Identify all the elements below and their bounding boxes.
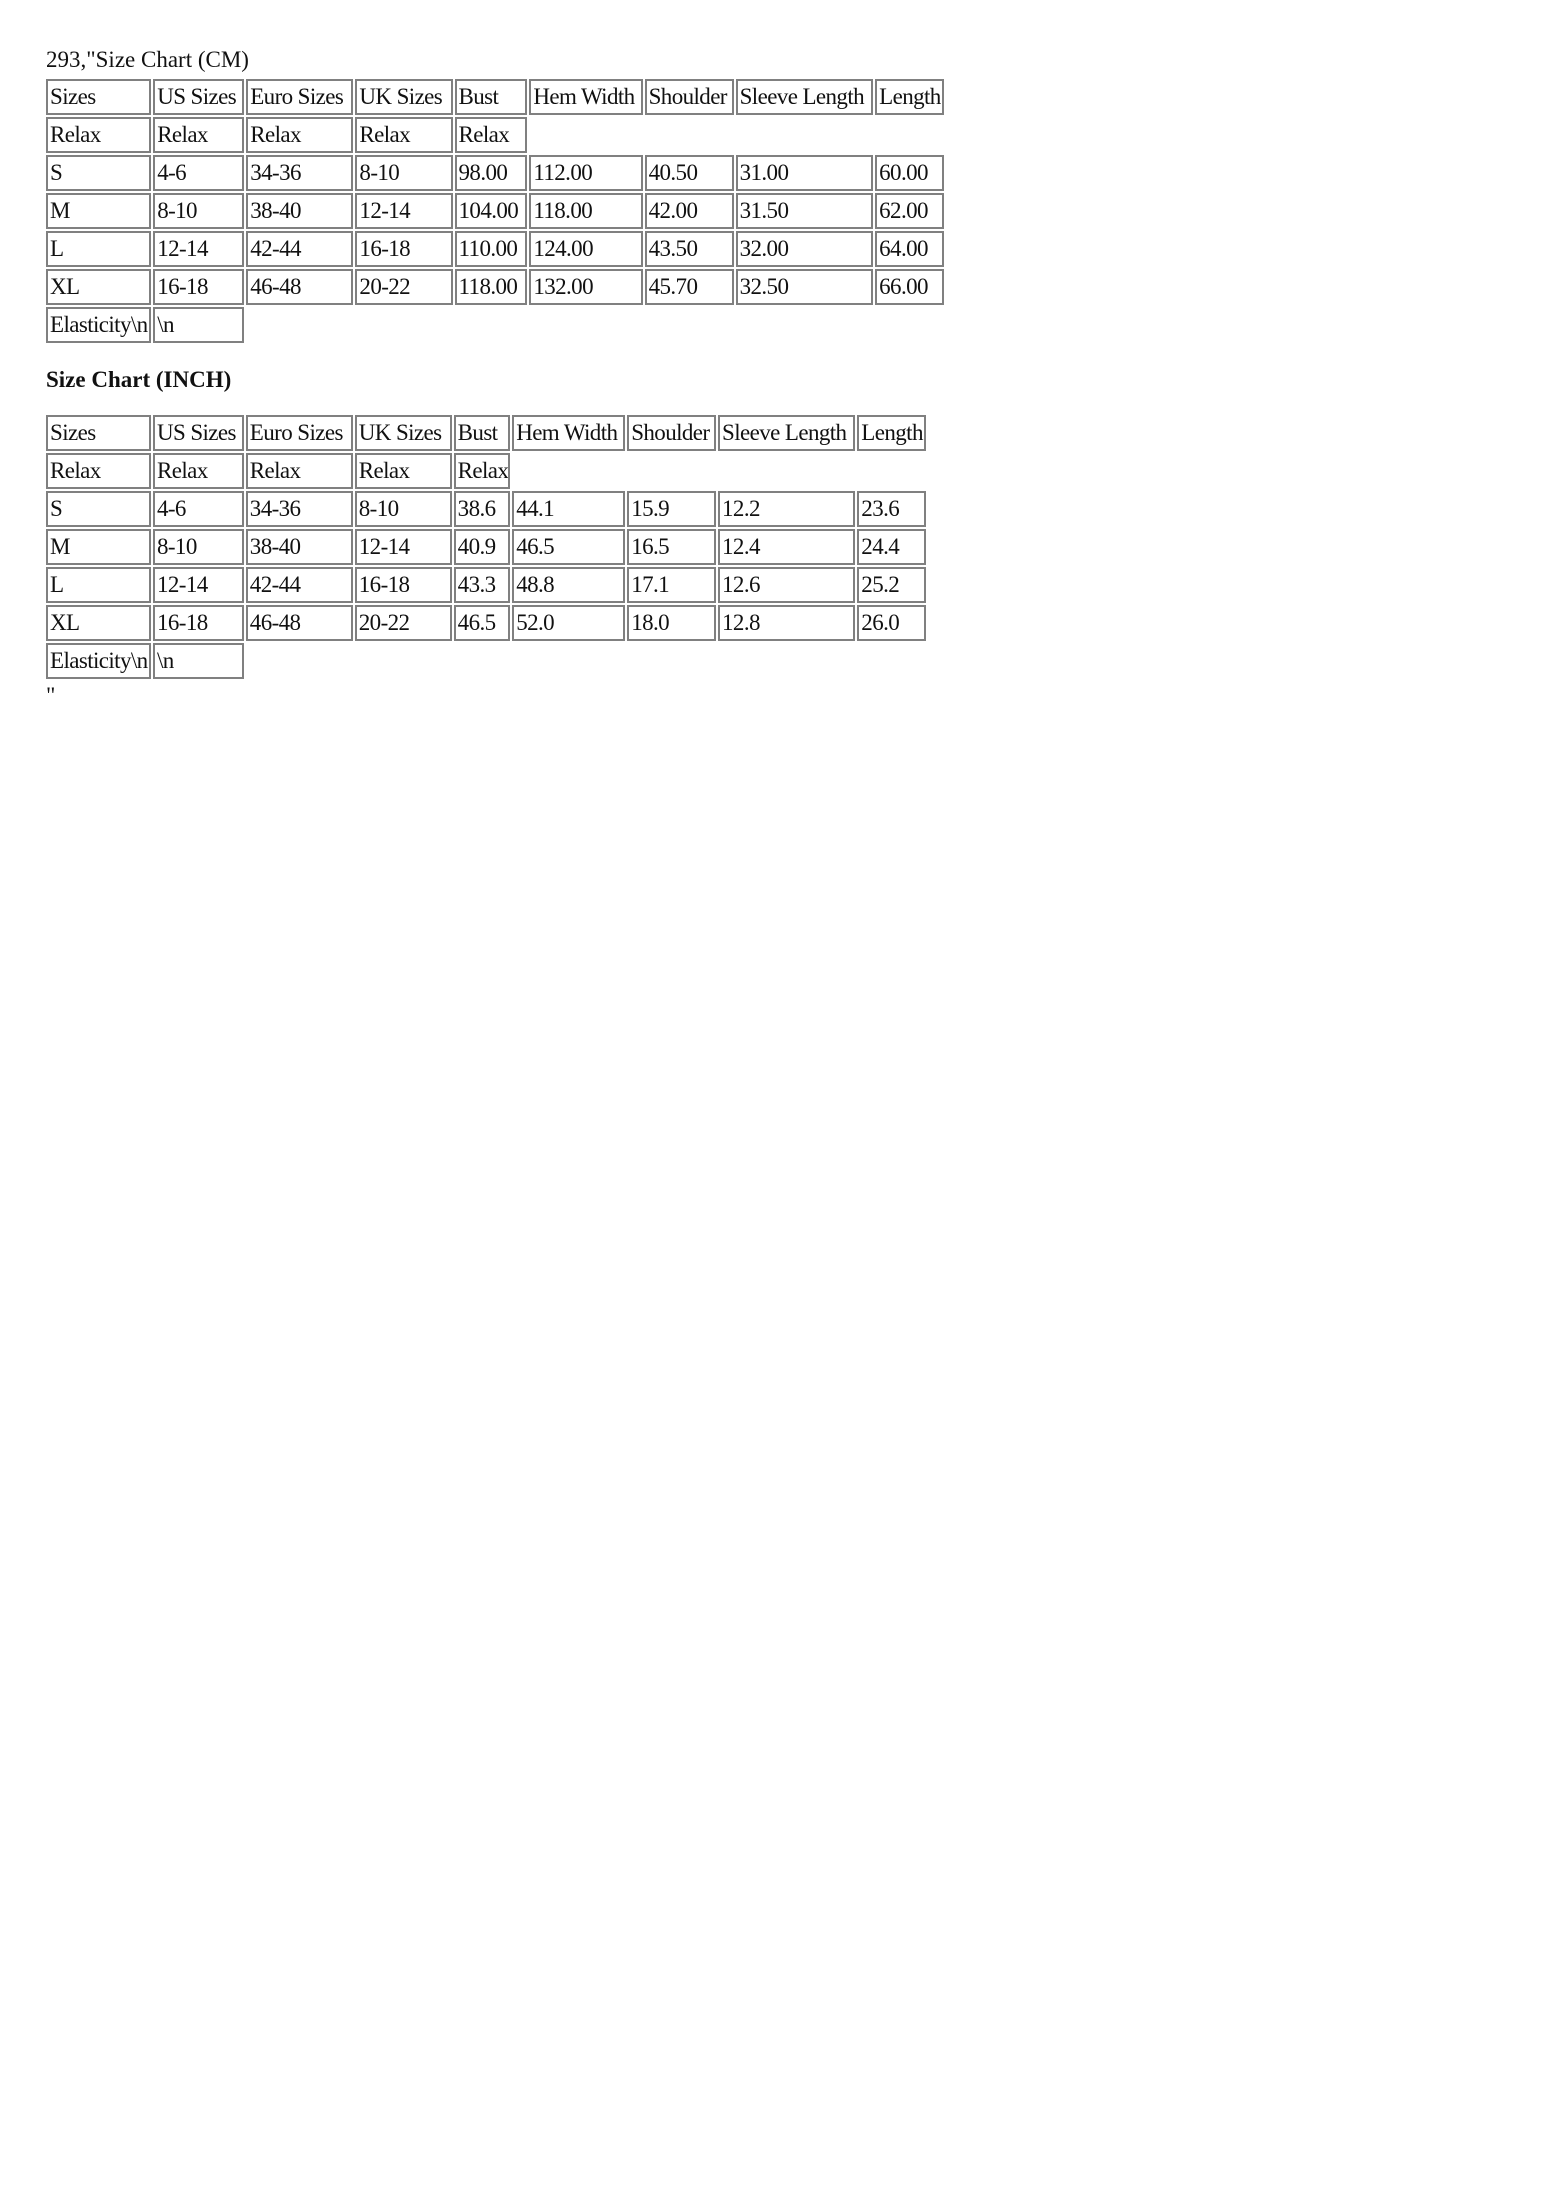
table-cell: 112.00 [529,155,642,191]
table-cell: 42.00 [645,193,734,229]
header-cell: US Sizes [153,79,244,115]
header-cell: Length [875,79,944,115]
size-chart-cm-table [44,77,946,345]
table-cell: S [46,155,151,191]
table-cell: 16-18 [153,605,244,641]
table-cell: 124.00 [529,231,642,267]
chart-title-cm: 293,"Size Chart (CM) [46,47,249,72]
table-cell: Relax [454,453,511,489]
document-page [46,45,946,711]
table-cell: 40.9 [454,529,511,565]
table-cell: 12.4 [718,529,855,565]
table-cell: 4-6 [153,155,244,191]
table-cell: 52.0 [512,605,625,641]
header-cell: Euro Sizes [246,415,353,451]
table-cell: 64.00 [875,231,944,267]
empty-cell [246,307,944,343]
table-cell: 38-40 [246,529,353,565]
table-row [46,269,944,305]
table-cell: 118.00 [529,193,642,229]
table-cell: 34-36 [246,155,353,191]
table-row [46,567,926,603]
table-cell: 46.5 [454,605,511,641]
table-cell: 98.00 [455,155,528,191]
table-cell: 110.00 [455,231,528,267]
table-cell: 32.00 [736,231,874,267]
table-cell: 24.4 [857,529,926,565]
table-cell: 12-14 [355,529,452,565]
table-cell: Relax [46,117,151,153]
elasticity-row [46,307,944,343]
table-cell: 18.0 [627,605,716,641]
table-cell: 17.1 [627,567,716,603]
table-cell: L [46,567,151,603]
table-cell: XL [46,605,151,641]
table-cell: 8-10 [355,491,452,527]
table-row [46,193,944,229]
table-cell: 66.00 [875,269,944,305]
header-cell: UK Sizes [355,415,452,451]
header-cell: Length [857,415,926,451]
table-cell: 44.1 [512,491,625,527]
table-cell: 16-18 [355,567,452,603]
table-cell: 46.5 [512,529,625,565]
table-cell: 104.00 [455,193,528,229]
table-cell: 12-14 [153,231,244,267]
header-cell: Shoulder [645,79,734,115]
table-row [46,605,926,641]
table-cell: 43.50 [645,231,734,267]
table-cell: 12-14 [355,193,452,229]
header-cell: Hem Width [529,79,642,115]
elasticity-row [46,643,926,679]
table-cell: 8-10 [153,529,244,565]
table-cell: 40.50 [645,155,734,191]
table-cell: 34-36 [246,491,353,527]
header-cell: Sizes [46,415,151,451]
relax-row [46,117,944,153]
table-cell: Relax [246,117,353,153]
header-cell: Shoulder [627,415,716,451]
header-cell: US Sizes [153,415,244,451]
table-cell: 16.5 [627,529,716,565]
closing-quote: " [46,683,56,708]
header-cell: Hem Width [512,415,625,451]
table-header-row [46,415,926,451]
table-cell: 8-10 [355,155,452,191]
table-cell: 38.6 [454,491,511,527]
size-chart-inch-table [44,413,928,681]
table-cell: 60.00 [875,155,944,191]
table-cell: 25.2 [857,567,926,603]
table-row [46,231,944,267]
table-cell: Relax [355,453,452,489]
table-cell: Relax [153,117,244,153]
table-cell: \n [153,307,244,343]
table-cell: Relax [246,453,353,489]
table-cell: 20-22 [355,269,452,305]
table-cell: Relax [153,453,244,489]
table-cell: Relax [455,117,528,153]
table-cell: 118.00 [455,269,528,305]
table-cell: 42-44 [246,567,353,603]
header-cell: UK Sizes [355,79,452,115]
table-cell: 8-10 [153,193,244,229]
table-cell: 46-48 [246,605,353,641]
table-cell: \n [153,643,244,679]
header-cell: Sleeve Length [718,415,855,451]
table-cell: L [46,231,151,267]
table-cell: 26.0 [857,605,926,641]
table-cell: 45.70 [645,269,734,305]
table-cell: 132.00 [529,269,642,305]
table-cell: 46-48 [246,269,353,305]
table-cell: S [46,491,151,527]
table-cell: 38-40 [246,193,353,229]
table-header-row [46,79,944,115]
empty-cell [246,643,926,679]
relax-row [46,453,926,489]
header-cell: Euro Sizes [246,79,353,115]
table-cell: XL [46,269,151,305]
table-cell: 20-22 [355,605,452,641]
table-cell: 16-18 [355,231,452,267]
table-cell: 43.3 [454,567,511,603]
table-cell: 12.2 [718,491,855,527]
table-cell: Relax [46,453,151,489]
table-cell: Relax [355,117,452,153]
header-cell: Bust [455,79,528,115]
table-cell: 62.00 [875,193,944,229]
header-cell: Bust [454,415,511,451]
table-cell: 32.50 [736,269,874,305]
table-cell: 4-6 [153,491,244,527]
table-row [46,155,944,191]
table-cell: 48.8 [512,567,625,603]
table-cell: 31.00 [736,155,874,191]
empty-cell [529,117,944,153]
chart-title-inch: Size Chart (INCH) [46,367,232,392]
table-cell: 12.8 [718,605,855,641]
table-cell: 12-14 [153,567,244,603]
table-cell: Elasticity\n [46,307,151,343]
header-cell: Sleeve Length [736,79,874,115]
empty-cell [512,453,926,489]
table-cell: 42-44 [246,231,353,267]
table-cell: 15.9 [627,491,716,527]
table-cell: 16-18 [153,269,244,305]
table-cell: 31.50 [736,193,874,229]
table-cell: Elasticity\n [46,643,151,679]
table-cell: 23.6 [857,491,926,527]
table-cell: M [46,529,151,565]
table-row [46,491,926,527]
table-row [46,529,926,565]
header-cell: Sizes [46,79,151,115]
table-cell: M [46,193,151,229]
table-cell: 12.6 [718,567,855,603]
